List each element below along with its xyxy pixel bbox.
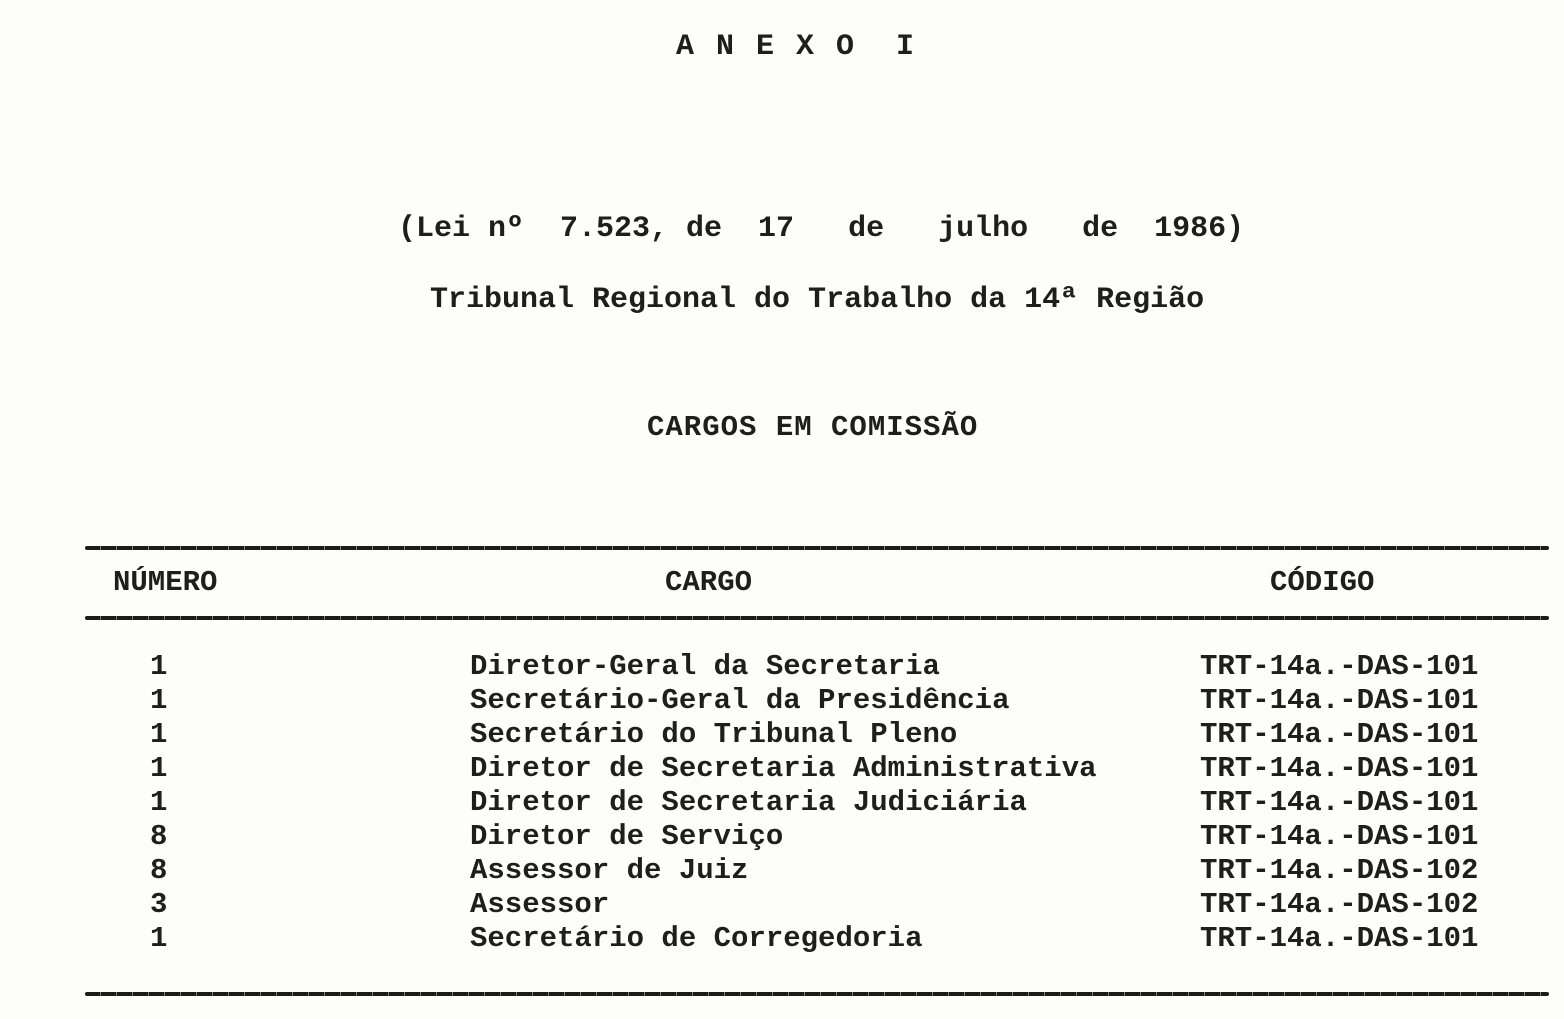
law-reference-line: (Lei nº 7.523, de 17 de julho de 1986) xyxy=(398,212,1245,246)
cargo-cell: Diretor de Secretaria Judiciária xyxy=(470,786,1027,819)
document-title: A N E X O I xyxy=(676,30,917,64)
cargo-cell: Secretário do Tribunal Pleno xyxy=(470,718,958,751)
codigo-cell: TRT-14a.-DAS-101 xyxy=(1200,684,1479,717)
numero-cell: 1 xyxy=(150,684,168,717)
numero-cell: 1 xyxy=(150,718,168,751)
numero-cell: 3 xyxy=(150,888,168,921)
table-bottom-rule xyxy=(85,992,1549,996)
codigo-cell: TRT-14a.-DAS-101 xyxy=(1200,752,1479,785)
cargo-cell: Diretor de Secretaria Administrativa xyxy=(470,752,1097,785)
table-row xyxy=(85,718,1549,752)
codigo-cell: TRT-14a.-DAS-101 xyxy=(1200,786,1479,819)
codigo-cell: TRT-14a.-DAS-101 xyxy=(1200,650,1479,683)
codigo-cell: TRT-14a.-DAS-101 xyxy=(1200,922,1479,955)
column-header-codigo: CÓDIGO xyxy=(1270,566,1375,599)
numero-cell: 1 xyxy=(150,650,168,683)
table-row xyxy=(85,684,1549,718)
cargo-cell: Diretor de Serviço xyxy=(470,820,784,853)
cargo-cell: Secretário de Corregedoria xyxy=(470,922,923,955)
cargo-cell: Secretário-Geral da Presidência xyxy=(470,684,1010,717)
numero-cell: 8 xyxy=(150,854,168,887)
numero-cell: 8 xyxy=(150,820,168,853)
table-row xyxy=(85,820,1549,854)
column-header-numero: NÚMERO xyxy=(113,566,218,599)
codigo-cell: TRT-14a.-DAS-102 xyxy=(1200,888,1479,921)
table-header-rule xyxy=(85,616,1549,620)
cargo-cell: Assessor xyxy=(470,888,610,921)
positions-table xyxy=(85,546,1549,1002)
codigo-cell: TRT-14a.-DAS-101 xyxy=(1200,718,1479,751)
numero-cell: 1 xyxy=(150,786,168,819)
numero-cell: 1 xyxy=(150,922,168,955)
table-body xyxy=(85,650,1549,956)
codigo-cell: TRT-14a.-DAS-101 xyxy=(1200,820,1479,853)
table-row xyxy=(85,922,1549,956)
section-title: CARGOS EM COMISSÃO xyxy=(647,411,979,444)
table-row xyxy=(85,854,1549,888)
cargo-cell: Assessor de Juiz xyxy=(470,854,749,887)
court-name-line: Tribunal Regional do Trabalho da 14ª Região xyxy=(430,283,1205,317)
cargo-cell: Diretor-Geral da Secretaria xyxy=(470,650,940,683)
table-top-rule xyxy=(85,546,1549,550)
codigo-cell: TRT-14a.-DAS-102 xyxy=(1200,854,1479,887)
table-row xyxy=(85,888,1549,922)
table-row xyxy=(85,786,1549,820)
numero-cell: 1 xyxy=(150,752,168,785)
column-header-cargo: CARGO xyxy=(665,566,753,599)
table-row xyxy=(85,650,1549,684)
table-row xyxy=(85,752,1549,786)
